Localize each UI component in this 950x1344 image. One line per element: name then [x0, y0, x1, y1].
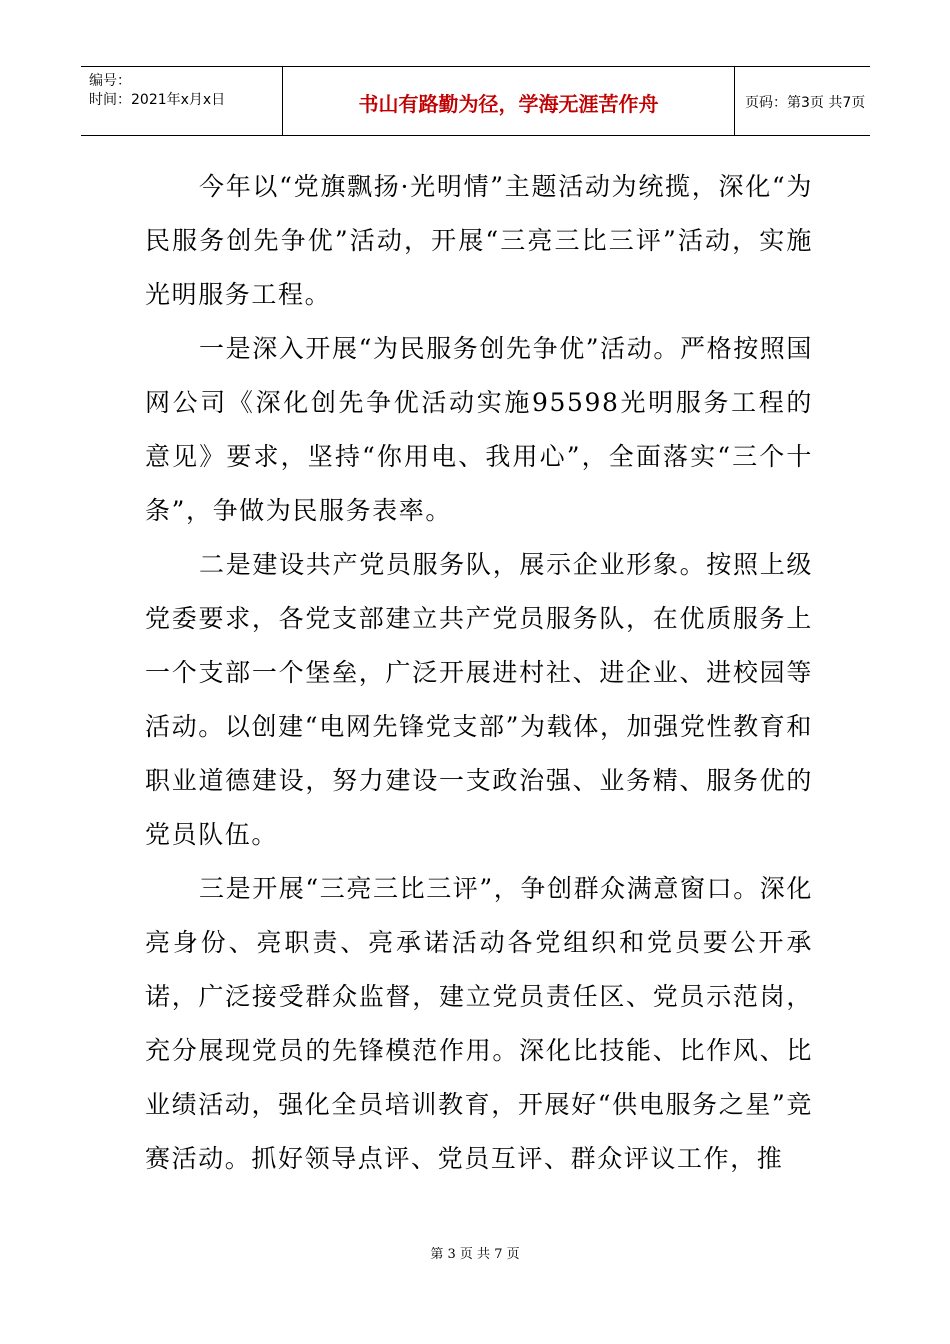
- document-date: 时间：2021年x月x日: [89, 92, 226, 108]
- paragraph-two: 二是建设共产党员服务队，展示企业形象。按照上级党委要求，各党支部建立共产党员服务队，在优质服务上一个支部一个堡垒，广泛开展进村社、进企业、进校园等活动。以创建“电网先锋党支部”为载体，加强党性教育和职业道德建设，努力建设一支政治强、业务精、服务优的党员队伍。: [145, 550, 813, 849]
- paragraph-intro: 今年以“党旗飘扬·光明情”主题活动为统揽，深化“为民服务创先争优”活动，开展“三亮三比三评”活动，实施光明服务工程。: [145, 172, 813, 309]
- header-motto-cell: [283, 67, 735, 135]
- document-number-label: 编号：: [89, 73, 131, 89]
- header-page-cell: [735, 67, 870, 135]
- paragraph-one: 一是深入开展“为民服务创先争优”活动。严格按照国网公司《深化创先争优活动实施95598光明服务工程的意见》要求，坚持“你用电、我用心”，全面落实“三个十条”，争做为民服务表率。: [145, 334, 813, 525]
- page-footer: 第 3 页 共 7 页: [430, 1247, 520, 1262]
- header-motto: 书山有路勤为径，学海无涯苦作舟: [358, 92, 659, 116]
- document-header: [81, 66, 870, 136]
- header-page-code: 页码：第3页 共7页: [745, 95, 866, 111]
- document-body: [145, 160, 813, 1186]
- paragraph-three: 三是开展“三亮三比三评”，争创群众满意窗口。深化亮身份、亮职责、亮承诺活动各党组织和党员要公开承诺，广泛接受群众监督，建立党员责任区、党员示范岗，充分展现党员的先锋模范作用。深化比技能、比作风、比业绩活动，强化全员培训教育，开展好“供电服务之星”竞赛活动。抓好领导点评、党员互评、群众评议工作，推: [145, 874, 813, 1173]
- header-meta-cell: [81, 67, 283, 135]
